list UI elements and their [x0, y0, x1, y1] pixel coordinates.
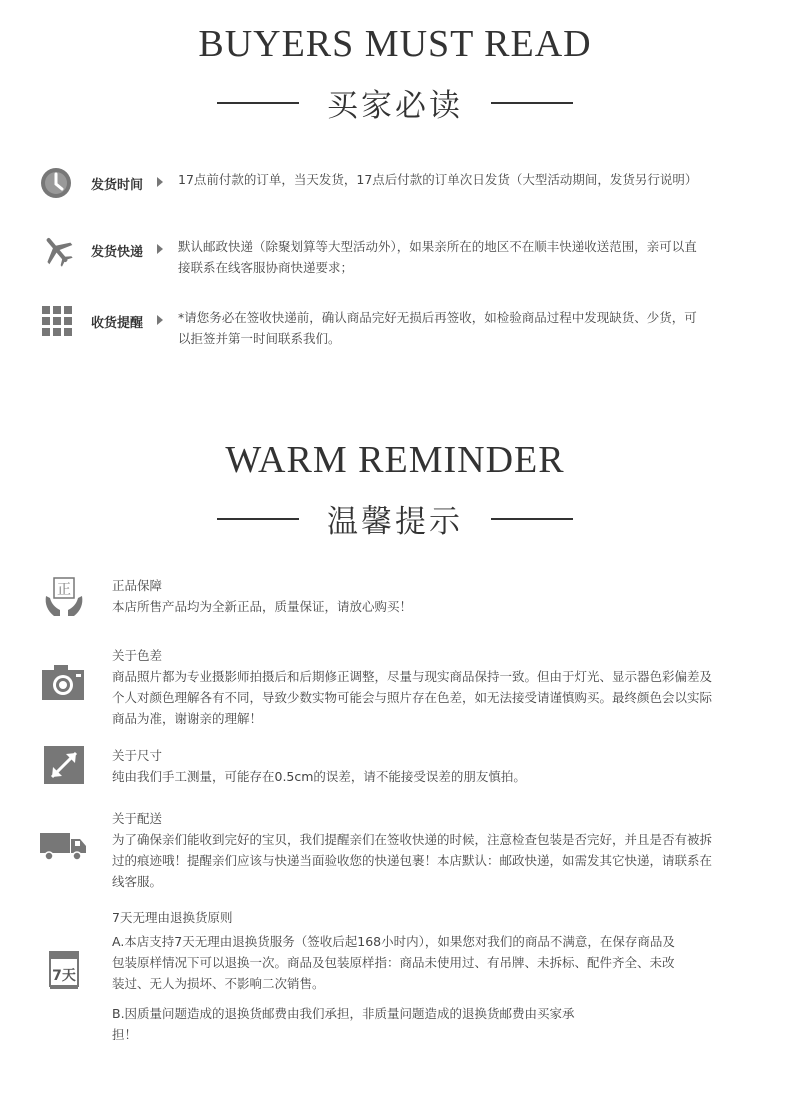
divider-right: [491, 518, 573, 520]
item-body: 本店所售产品均为全新正品，质量保证，请放心购买！: [112, 599, 413, 614]
item-heading: 关于色差: [112, 648, 163, 663]
item-body: 商品照片都为专业摄影师拍摄后和后期修正调整，尽量与现实商品保持一致。但由于灯光、显示器色彩偏差及个人对颜色理解各有不同，导致少数实物可能会与照片存在色差，如无法接受请谨慎购买。最终颜色会以实际商品为准，谢谢亲的理解！: [112, 669, 713, 726]
airplane-icon: [40, 233, 74, 267]
divider-left: [217, 102, 299, 104]
divider-left: [217, 518, 299, 520]
camera-icon: [40, 660, 88, 708]
truck-icon: [40, 827, 88, 875]
buyers-title-cn-block: [0, 80, 790, 125]
buyers-title-cn: 买家必读: [327, 88, 463, 124]
arrow-right-icon: [157, 244, 163, 254]
genuine-icon-text: 正: [57, 582, 71, 598]
genuine-hands-icon: [40, 576, 88, 624]
row-text: 默认邮政快递（除聚划算等大型活动外），如果亲所在的地区不在顺丰快递收送范围，亲可以直接联系在线客服协商快递要求；: [178, 239, 697, 275]
row-text: 17点前付款的订单，当天发货，17点后付款的订单次日发货（大型活动期间，发货另行说明）: [178, 172, 698, 187]
arrow-right-icon: [157, 177, 163, 187]
row-label: 发货时间: [91, 178, 144, 193]
grid-icon: [40, 304, 74, 338]
item-body: 纯由我们手工测量，可能存在0.5cm的误差，请不能接受误差的朋友慎拍。: [112, 769, 526, 784]
row-text: *请您务必在签收快递前，确认商品完好无损后再签收，如检验商品过程中发现缺货、少货，可以拒签并第一时间联系我们。: [178, 310, 697, 346]
buyers-title-en: BUYERS MUST READ: [198, 23, 592, 65]
resize-arrow-icon: [40, 746, 88, 794]
divider-right: [491, 102, 573, 104]
item-heading: 正品保障: [112, 578, 163, 593]
item-body: 为了确保亲们能收到完好的宝贝，我们提醒亲们在签收快递的时候，注意检查包装是否完好，并且是否有被拆过的痕迹哦！提醒亲们应该与快递当面验收您的快递包裹！本店默认：邮政快递，如需发其它快递，请联系在线客服。: [112, 832, 713, 889]
row-label: 发货快递: [91, 245, 144, 260]
warm-title-cn-block: [0, 496, 790, 541]
item-heading: 关于配送: [112, 811, 163, 826]
seven-day-icon-text: 7天: [52, 968, 76, 984]
warm-title-cn: 温馨提示: [327, 504, 463, 540]
arrow-right-icon: [157, 315, 163, 325]
row-label: 收货提醒: [91, 316, 144, 331]
item-heading: 关于尺寸: [112, 748, 163, 763]
seven-day-icon: [40, 950, 88, 998]
warm-title-en: WARM REMINDER: [225, 439, 565, 481]
clock-icon: [40, 166, 74, 200]
item-body-a: A.本店支持7天无理由退换货服务（签收后起168小时内），如果您对我们的商品不满意，在保存商品及包装原样情况下可以退换一次。商品及包装原样指：商品未使用过、有吊牌、未拆标、配件齐全、未改装过、无人为损坏、不影响二次销售。: [112, 934, 675, 991]
item-heading: 7天无理由退换货原则: [112, 910, 233, 925]
item-body-b: B.因质量问题造成的退换货邮费由我们承担，非质量问题造成的退换货邮费由买家承担！: [112, 1006, 575, 1042]
